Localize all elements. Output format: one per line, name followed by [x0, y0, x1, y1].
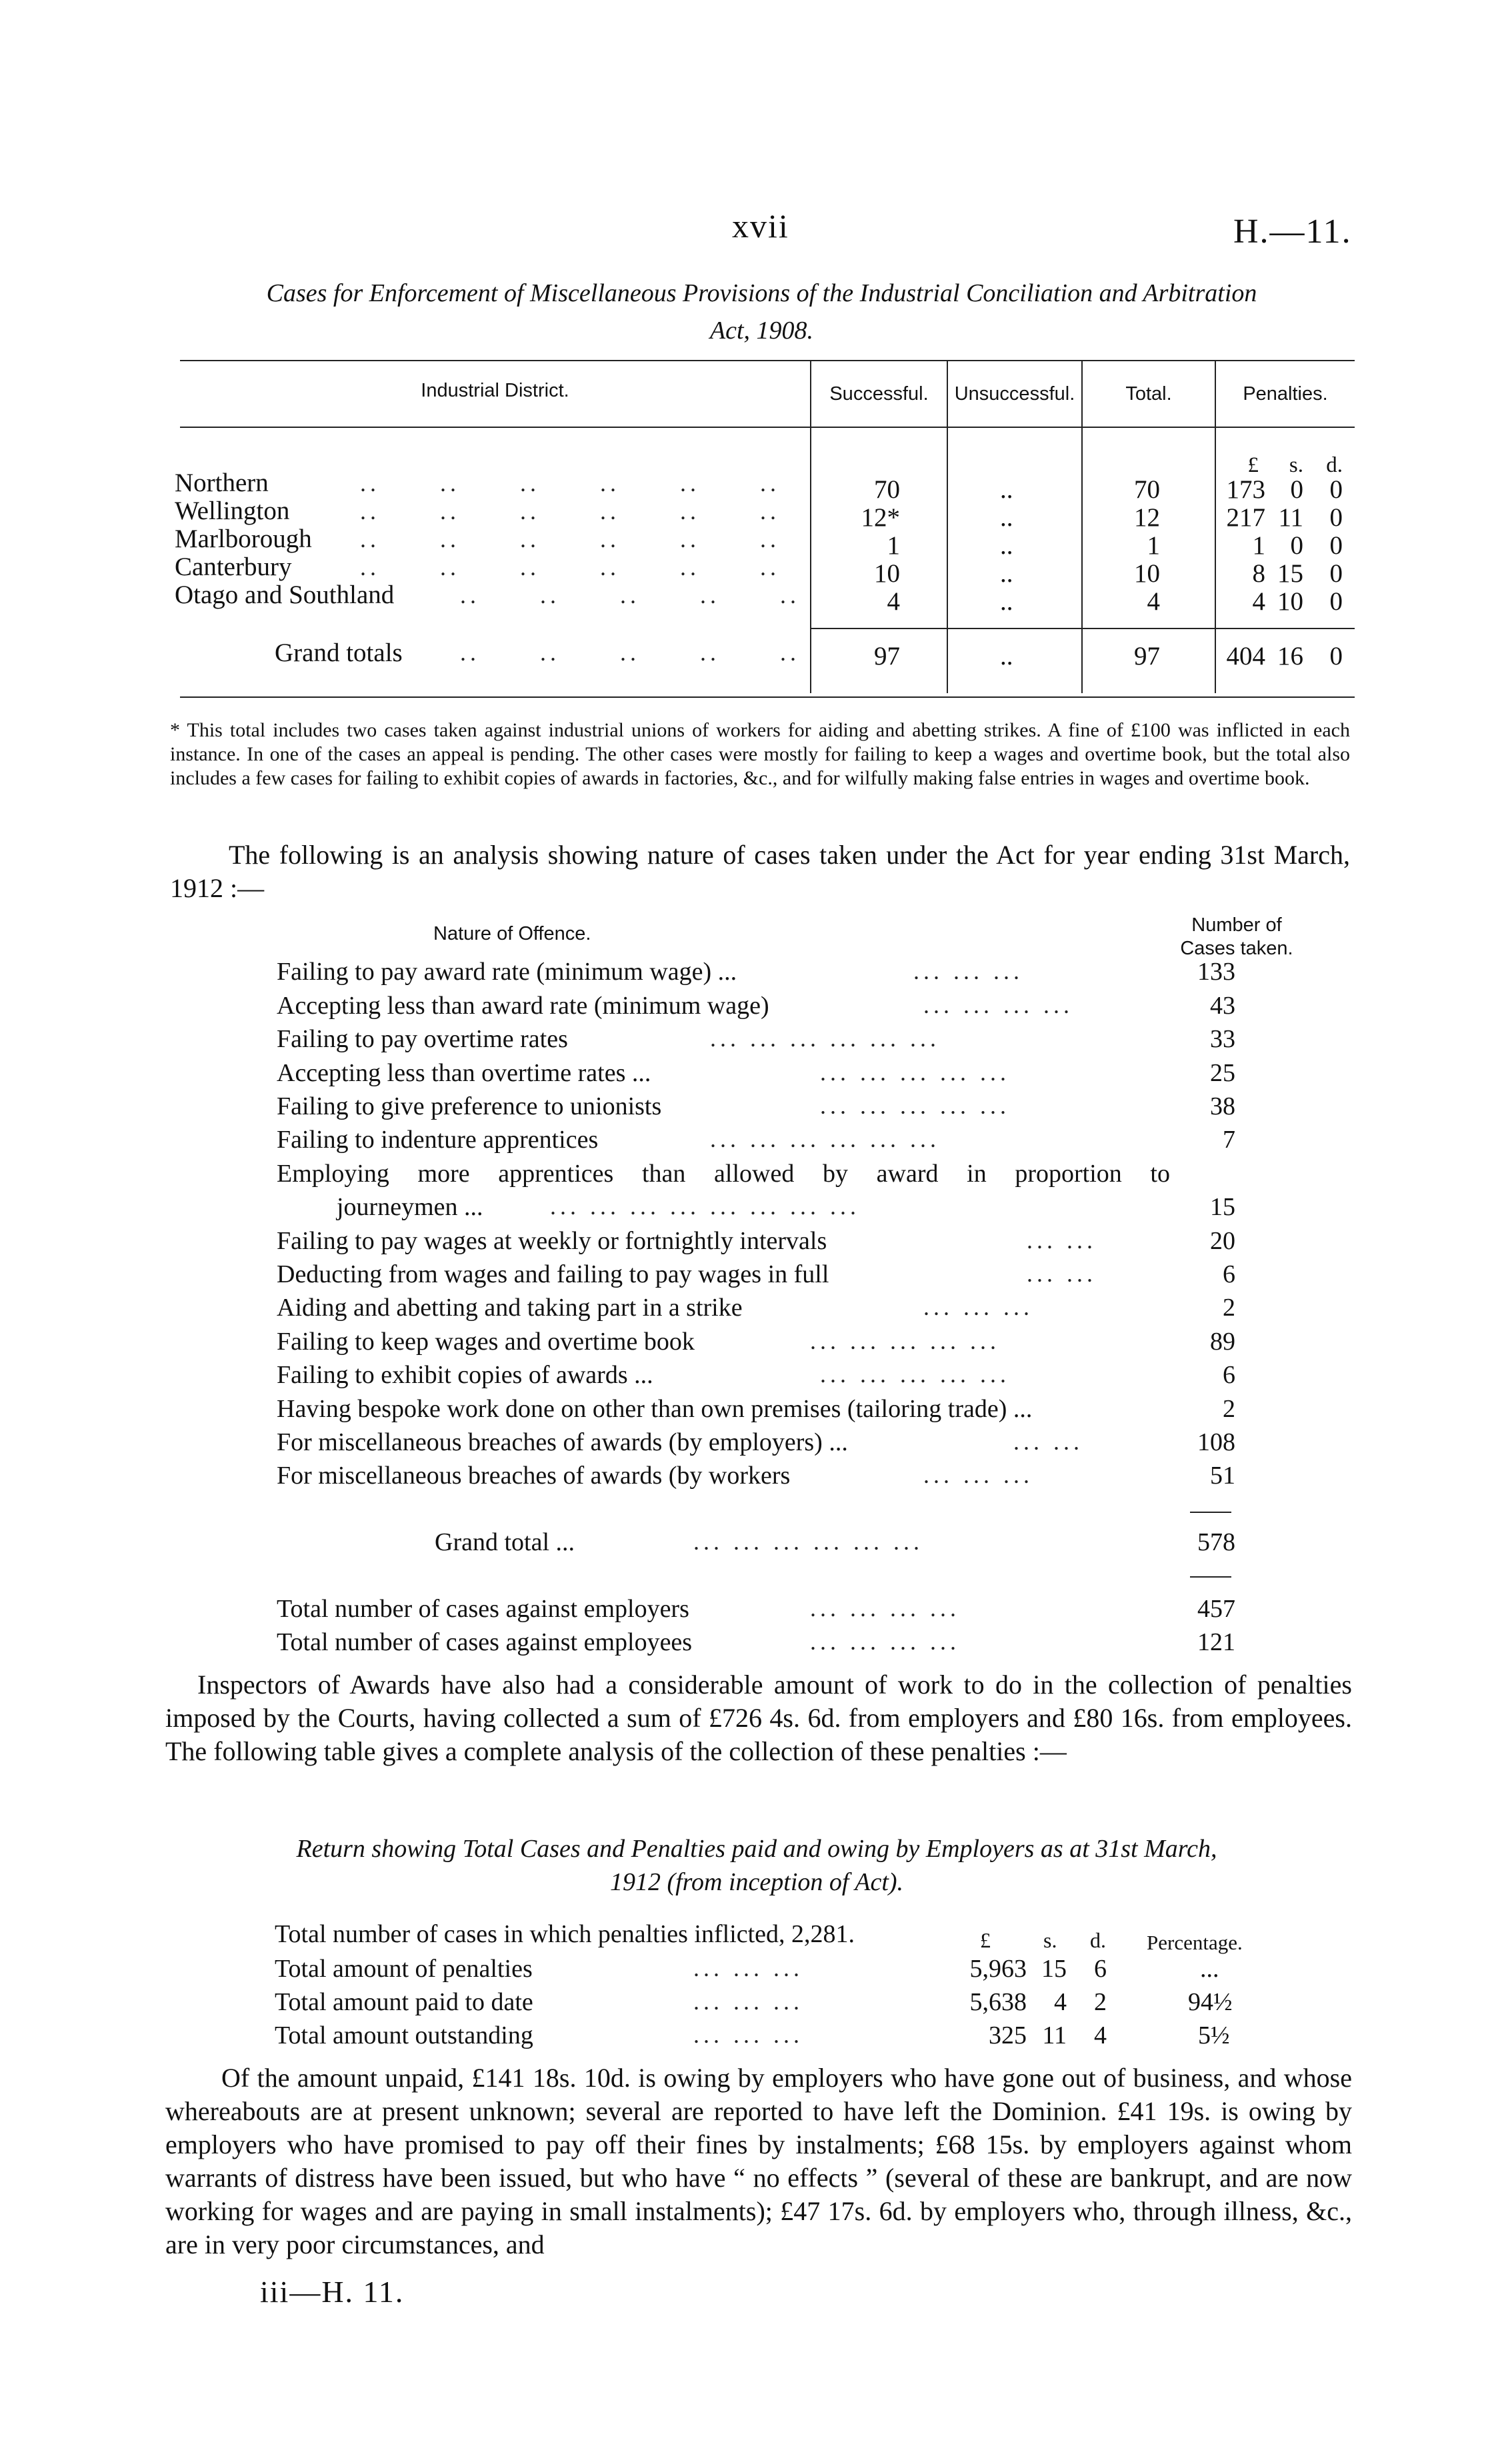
sum-rule	[1190, 1512, 1231, 1513]
grand-total-label: Grand total ...	[435, 1528, 575, 1556]
return-label: Total amount paid to date	[275, 1988, 533, 2016]
leader-dots: .. .. .. .. ..	[460, 582, 800, 609]
table1-col-divider	[1215, 360, 1216, 693]
table1-totals-rule	[810, 628, 1355, 629]
leader-dots: .. .. .. .. ..	[460, 639, 800, 666]
currency-pounds-header: £	[1247, 453, 1259, 477]
offence-count: 25	[1210, 1059, 1235, 1087]
leader-dots: ... ... ... ...	[810, 1628, 960, 1655]
inspectors-paragraph: Inspectors of Awards have also had a considerable amount of work to do in the collection of penalties imposed by the Courts, having collected a sum of £726 4s. 6d. from employers and £80 16s. from employees. The following table gives a complete analysis of the collection of these penalties :—	[165, 1670, 1352, 1766]
total-count: 70	[1134, 475, 1160, 504]
leader-dots: .. .. .. .. .. ..	[360, 470, 780, 497]
return-percentage: 94½	[1188, 1988, 1233, 2016]
return-pence-header: d.	[1090, 1928, 1106, 1952]
offence-count: 38	[1210, 1092, 1235, 1120]
leader-dots: ... ... ... ...	[810, 1595, 960, 1622]
successful-count: 12*	[861, 503, 900, 532]
header-successful: Successful.	[829, 383, 929, 405]
penalty-shillings: 0	[1290, 531, 1303, 560]
header-unsuccessful: Unsuccessful.	[954, 383, 1075, 405]
offence-label: Having bespoke work done on other than own premises (tailoring trade) ...	[277, 1395, 1033, 1423]
offence-count: 33	[1210, 1025, 1235, 1053]
table1-title-line1: Cases for Enforcement of Miscellaneous Provisions of the Industrial Conciliation and Arbitration	[266, 279, 1257, 307]
offence-label: Failing to exhibit copies of awards ...	[277, 1361, 653, 1389]
leader-dots: ... ... ...	[693, 2021, 803, 2048]
return-pounds: 5,963	[969, 1955, 1027, 1983]
district-name: Northern	[175, 469, 269, 497]
unpaid-paragraph: Of the amount unpaid, £141 18s. 10d. is owing by employers who have gone out of business, and whose whereabouts are at present unknown; several are reported to have left the Dominion. £41 19s. is owing by employers who have promised to pay off their fines by instalments; £68 15s. by employers against whom warrants of distress have been issued, but who have “ no effects ” (several of these are bankrupt, and are now working for wages and are paying in small instalments); £47 17s. 6d. by employers who, through illness, &c., are in very poor circumstances, and	[165, 2063, 1352, 2259]
penalty-pounds: 8	[1252, 559, 1265, 588]
offence-label: journeymen ...	[337, 1193, 483, 1221]
offence-label: Deducting from wages and failing to pay wages in full	[277, 1260, 829, 1288]
table1-col-divider	[810, 360, 811, 693]
successful-total: 97	[874, 642, 900, 670]
return-shillings: 15	[1041, 1955, 1067, 1983]
employees-label: Total number of cases against employees	[277, 1628, 693, 1656]
offence-label: Aiding and abetting and taking part in a strike	[277, 1294, 743, 1322]
total-count: 12	[1134, 503, 1160, 532]
leader-dots: .. .. .. .. .. ..	[360, 526, 780, 553]
penalty-pounds-total: 404	[1226, 642, 1265, 670]
employees-value: 121	[1197, 1628, 1235, 1656]
offence-count: 6	[1223, 1260, 1235, 1288]
penalty-pence: 0	[1329, 503, 1343, 532]
page-signature: iii—H. 11.	[260, 2275, 405, 2309]
leader-dots: ... ... ... ... ...	[810, 1328, 1000, 1354]
penalty-pounds: 173	[1226, 475, 1265, 504]
offence-label: Failing to give preference to unionists	[277, 1092, 662, 1120]
grand-total-value: 578	[1197, 1528, 1235, 1556]
successful-count: 10	[874, 559, 900, 588]
unsuccessful-count: ..	[1000, 559, 1013, 588]
offence-count: 7	[1223, 1126, 1235, 1154]
offence-label: Accepting less than award rate (minimum wage)	[277, 992, 769, 1020]
document-code: H.—11.	[1233, 213, 1352, 251]
return-shillings: 11	[1042, 2021, 1067, 2049]
grand-totals-label: Grand totals	[275, 638, 403, 667]
table1-header-rule	[180, 427, 1355, 428]
offence-count: 43	[1210, 992, 1235, 1020]
overall-total: 97	[1134, 642, 1160, 670]
return-shillings-header: s.	[1043, 1928, 1057, 1952]
return-label: Total amount outstanding	[275, 2021, 533, 2049]
penalty-shillings: 11	[1278, 503, 1303, 532]
offence-count: 51	[1210, 1462, 1235, 1490]
leader-dots: ... ... ...	[923, 1294, 1033, 1320]
offence-label: Failing to keep wages and overtime book	[277, 1328, 695, 1356]
leader-dots: ... ... ... ... ... ...	[710, 1126, 940, 1152]
offence-count: 89	[1210, 1328, 1235, 1356]
successful-count: 1	[887, 531, 900, 560]
unsuccessful-count: ..	[1000, 531, 1013, 560]
currency-shillings-header: s.	[1289, 453, 1303, 477]
district-name: Wellington	[175, 497, 290, 525]
successful-count: 4	[887, 587, 900, 616]
district-name: Otago and Southland	[175, 581, 395, 609]
leader-dots: ... ...	[1027, 1260, 1097, 1287]
leader-dots: ... ... ...	[693, 1988, 803, 2015]
offence-label: Failing to pay overtime rates	[277, 1025, 568, 1053]
table1-title-line2: Act, 1908.	[709, 317, 814, 345]
leader-dots: ... ... ...	[913, 958, 1023, 984]
unsuccessful-total: ..	[1000, 642, 1013, 670]
return-title-line2: 1912 (from inception of Act).	[609, 1868, 904, 1896]
penalty-pence: 0	[1329, 531, 1343, 560]
return-pence: 2	[1094, 1988, 1107, 2016]
leader-dots: ... ... ... ... ...	[820, 1059, 1010, 1086]
unsuccessful-count: ..	[1000, 587, 1013, 616]
leader-dots: ... ... ... ... ... ...	[693, 1528, 923, 1555]
offence-count: 15	[1210, 1193, 1235, 1221]
penalty-pence-total: 0	[1329, 642, 1343, 670]
table1-top-rule	[180, 360, 1355, 361]
return-percentage: ...	[1200, 1955, 1219, 1983]
leader-dots: ... ... ... ... ... ... ... ...	[550, 1193, 860, 1220]
return-label: Total amount of penalties	[275, 1955, 533, 1983]
penalty-shillings: 0	[1290, 475, 1303, 504]
return-title-line1: Return showing Total Cases and Penalties paid and owing by Employers as at 31st March,	[296, 1835, 1217, 1863]
return-pounds-header: £	[980, 1928, 991, 1952]
district-name: Marlborough	[175, 525, 312, 553]
table1-bottom-rule	[180, 696, 1355, 698]
header-penalties: Penalties.	[1243, 383, 1328, 405]
penalty-pounds: 1	[1252, 531, 1265, 560]
leader-dots: ... ... ... ... ...	[820, 1092, 1010, 1119]
unsuccessful-count: ..	[1000, 475, 1013, 504]
total-count: 4	[1147, 587, 1160, 616]
offence-count: 2	[1223, 1294, 1235, 1322]
leader-dots: ... ... ... ... ... ...	[710, 1025, 940, 1052]
leader-dots: ... ...	[1027, 1227, 1097, 1254]
penalty-pence: 0	[1329, 587, 1343, 616]
leader-dots: ... ... ... ...	[923, 992, 1073, 1018]
offence-label: For miscellaneous breaches of awards (by workers	[277, 1462, 791, 1490]
offence-label: Failing to pay award rate (minimum wage) ...	[277, 958, 737, 986]
successful-count: 70	[874, 475, 900, 504]
return-cases-line: Total number of cases in which penalties inflicted, 2,281.	[275, 1920, 855, 1948]
offence-count: 2	[1223, 1395, 1235, 1423]
leader-dots: .. .. .. .. .. ..	[360, 554, 780, 581]
header-industrial-district: Industrial District.	[421, 380, 569, 401]
header-total: Total.	[1125, 383, 1172, 405]
employers-label: Total number of cases against employers	[277, 1595, 689, 1623]
total-count: 10	[1134, 559, 1160, 588]
offence-count: 108	[1197, 1428, 1235, 1456]
employers-value: 457	[1197, 1595, 1235, 1623]
table1-col-divider	[1081, 360, 1083, 693]
table1-col-divider	[947, 360, 948, 693]
leader-dots: ... ...	[1013, 1428, 1083, 1455]
header-number-of-cases-1: Number of	[1191, 914, 1282, 936]
penalty-shillings-total: 16	[1277, 642, 1303, 670]
table1-footnote: * This total includes two cases taken against industrial unions of workers for aiding and abetting strikes. A fine of £100 was inflicted in each instance. In one of the cases an appeal is pending. The other cases were mostly for failing to keep a wages and overtime book, but the total also includes a few cases for failing to exhibit copies of awards in factories, &c., and for wilfully making false entries in wages and overtime book.	[170, 719, 1350, 789]
header-number-of-cases-2: Cases taken.	[1180, 938, 1293, 959]
return-percentage: 5½	[1198, 2021, 1230, 2049]
currency-pence-header: d.	[1326, 453, 1343, 477]
page-number: xvii	[732, 207, 789, 245]
analysis-intro: The following is an analysis showing nature of cases taken under the Act for year ending 31st March, 1912 :—	[170, 840, 1350, 903]
sum-rule	[1190, 1576, 1231, 1578]
offence-count: 20	[1210, 1227, 1235, 1255]
leader-dots: ... ... ... ... ...	[820, 1361, 1010, 1388]
unsuccessful-count: ..	[1000, 503, 1013, 532]
return-shillings: 4	[1054, 1988, 1067, 2016]
offence-label: Employing more apprentices than allowed by award in proportion to	[277, 1160, 1170, 1188]
return-pounds: 5,638	[969, 1988, 1027, 2016]
district-name: Canterbury	[175, 553, 292, 581]
offence-label: Failing to indenture apprentices	[277, 1126, 599, 1154]
penalty-pounds: 4	[1252, 587, 1265, 616]
offence-count: 6	[1223, 1361, 1235, 1389]
penalty-pounds: 217	[1226, 503, 1265, 532]
penalty-shillings: 15	[1277, 559, 1303, 588]
return-pounds: 325	[989, 2021, 1027, 2049]
offence-label: For miscellaneous breaches of awards (by employers) ...	[277, 1428, 848, 1456]
return-percentage-header: Percentage.	[1147, 1931, 1243, 1954]
leader-dots: ... ... ...	[693, 1955, 803, 1981]
offence-count: 133	[1197, 958, 1235, 986]
penalty-shillings: 10	[1277, 587, 1303, 616]
offence-label: Failing to pay wages at weekly or fortnightly intervals	[277, 1227, 827, 1255]
leader-dots: ... ... ...	[923, 1462, 1033, 1488]
penalty-pence: 0	[1329, 559, 1343, 588]
leader-dots: .. .. .. .. .. ..	[360, 498, 780, 525]
return-pence: 4	[1094, 2021, 1107, 2049]
return-pence: 6	[1094, 1955, 1107, 1983]
header-nature-of-offence: Nature of Offence.	[433, 923, 591, 944]
total-count: 1	[1147, 531, 1160, 560]
offence-label: Accepting less than overtime rates ...	[277, 1059, 651, 1087]
penalty-pence: 0	[1329, 475, 1343, 504]
